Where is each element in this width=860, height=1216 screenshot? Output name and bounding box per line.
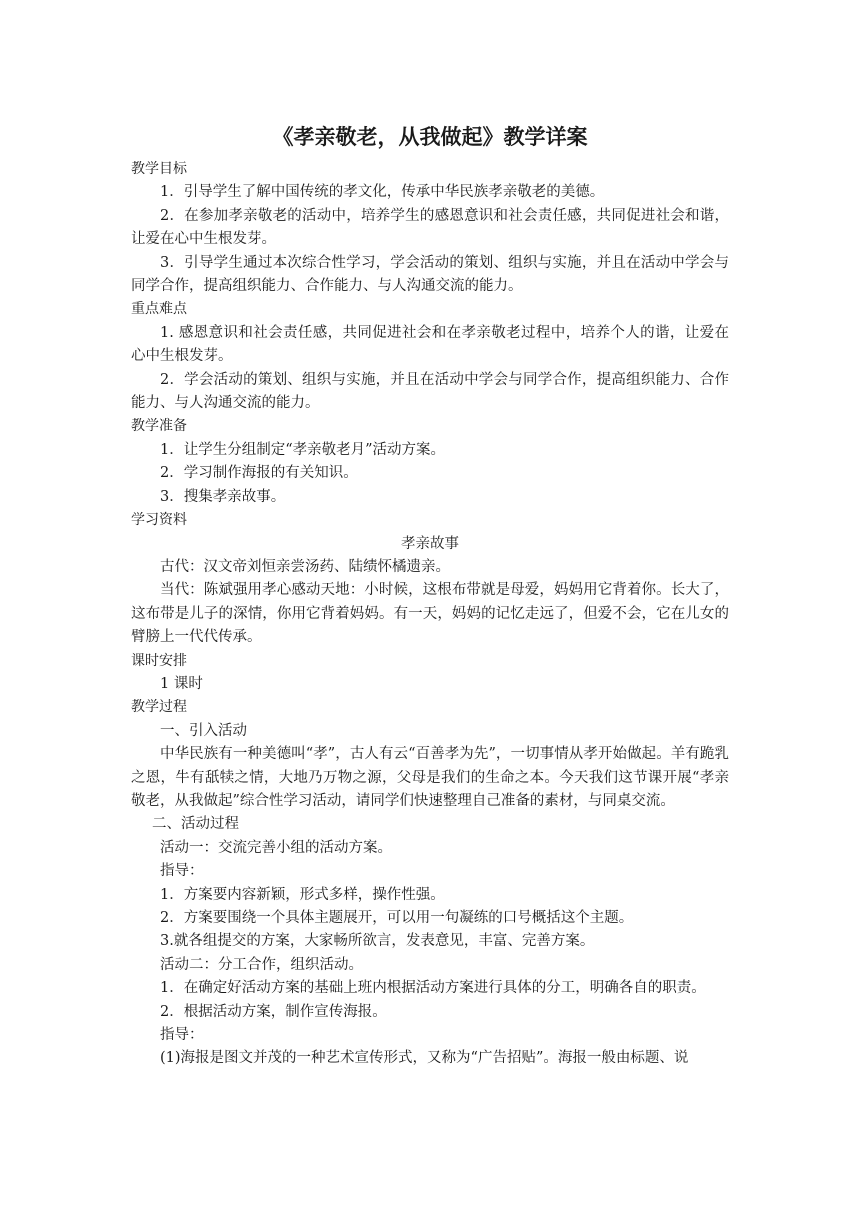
preparation-item: 2．学习制作海报的有关知识。 [160, 465, 358, 482]
document-body [131, 120, 729, 1071]
objectives-heading: 教学目标 [131, 161, 187, 177]
objective-item: 3．引导学生通过本次综合性学习，学会活动的策划、组织与实施，并且在活动中学会与同学合作，提高组织能力、合作能力、与人沟通交流的能力。 [131, 254, 729, 295]
materials-title: 孝亲故事 [401, 535, 459, 552]
process-heading: 教学过程 [131, 699, 187, 716]
activity1-title: 活动一：交流完善小组的活动方案。 [160, 839, 392, 856]
activity2-step: 1．在确定好活动方案的基础上班内根据活动方案进行具体的分工，明确各自的职责。 [160, 980, 706, 997]
activity2-title: 活动二：分工合作，组织活动。 [160, 956, 363, 973]
key-point-item: 1. 感恩意识和社会责任感，共同促进社会和在孝亲敬老过程中，培养个人的谐，让爱在心中生根发芽。 [131, 324, 729, 365]
preparation-item: 3．搜集孝亲故事。 [160, 488, 286, 505]
preparation-item: 1．让学生分组制定“孝亲敬老月”活动方案。 [160, 441, 446, 458]
activity-heading: 二、活动过程 [152, 816, 239, 833]
materials-item: 古代：汉文帝刘恒亲尝汤药、陆绩怀橘遗亲。 [160, 558, 450, 575]
intro-heading: 一、引入活动 [160, 722, 247, 739]
activity1-guide: 2．方案要围绕一个具体主题展开，可以用一句凝练的口号概括这个主题。 [160, 910, 634, 926]
activity1-guide: 3.就各组提交的方案，大家畅所欲言，发表意见，丰富、完善方案。 [160, 933, 595, 950]
key-point-item: 2．学会活动的策划、组织与实施，并且在活动中学会与同学合作，提高组织能力、合作能力、与人沟通交流的能力。 [131, 371, 729, 412]
guide-label: 指导： [160, 1027, 204, 1044]
preparation-heading: 教学准备 [131, 418, 187, 435]
intro-text: 中华民族有一种美德叫“孝”，古人有云“百善孝为先”，一切事情从孝开始做起。羊有跪乳之恩，牛有舐犊之情，大地乃万物之源，父母是我们的生命之本。今天我们这节课开展“孝亲敬老，从我做起”综合性学习活动，请同学们快速整理自己准备的素材，与同桌交流。 [131, 746, 729, 809]
key-points-heading: 重点难点 [131, 301, 187, 318]
guide-label: 指导： [160, 863, 204, 880]
schedule-value: 1 课时 [160, 675, 203, 692]
poster-text: (1)海报是图文并茂的一种艺术宣传形式，又称为“广告招贴”。海报一般由标题、说 [160, 1050, 689, 1067]
activity2-step: 2．根据活动方案，制作宣传海报。 [160, 1003, 387, 1020]
activity1-guide: 1．方案要内容新颖，形式多样，操作性强。 [160, 886, 445, 903]
materials-item: 当代：陈斌强用孝心感动天地：小时候，这根布带就是母爱，妈妈用它背着你。长大了，这布带是儿子的深情，你用它背着妈妈。有一天，妈妈的记忆走远了，但爱不会，它在儿女的臂膀上一代代传承。 [131, 582, 729, 646]
materials-heading: 学习资料 [131, 512, 187, 529]
objective-item: 2．在参加孝亲敬老的活动中，培养学生的感恩意识和社会责任感，共同促进社会和谐，让爱在心中生根发芽。 [131, 207, 729, 248]
schedule-heading: 课时安排 [131, 652, 187, 669]
document-title: 《孝亲敬老，从我做起》教学详案 [272, 125, 588, 149]
objective-item: 1．引导学生了解中国传统的孝文化，传承中华民族孝亲敬老的美德。 [160, 184, 605, 201]
